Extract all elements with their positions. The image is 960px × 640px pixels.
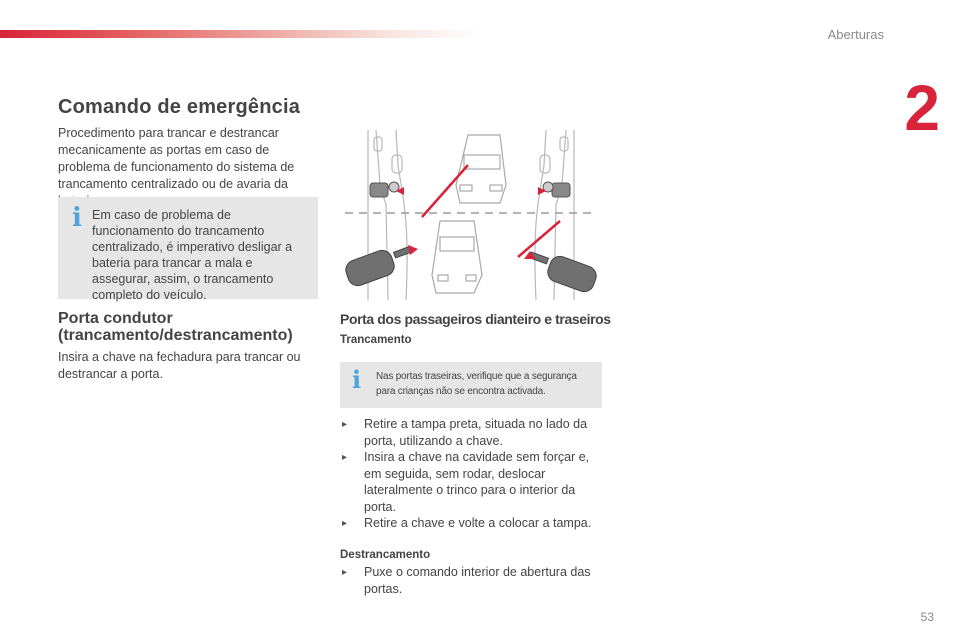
lock-cylinder-left [370, 182, 399, 197]
locking-steps [340, 416, 602, 532]
emergency-lock-illustration [340, 125, 602, 300]
bullet-arrow-icon: ▸ [342, 419, 348, 430]
emergency-title: Comando de emergência [58, 96, 301, 118]
battery-info-box [58, 197, 318, 302]
bullet-arrow-icon: ▸ [342, 518, 348, 529]
info-icon: i [352, 365, 362, 394]
chapter-number: 2 [904, 72, 940, 144]
unlocking-steps [340, 564, 602, 597]
locking-step: ▸ Insira a chave na cavidade sem forçar e, em seguida, sem rodar, deslocar lateralmente o trinco para o interior da porta. [342, 450, 590, 514]
page-number: 53 [920, 610, 934, 624]
passenger-doors-title: Porta dos passageiros dianteiro e traseiros [340, 311, 611, 327]
driver-door-text: Insira a chave na fechadura para trancar ou destrancar a porta. [58, 350, 301, 381]
locking-step: ▸ Retire a tampa preta, situada no lado da porta, utilizando a chave. [342, 417, 588, 448]
section-label: Aberturas [827, 27, 884, 42]
bullet-arrow-icon: ▸ [342, 567, 348, 578]
locking-subtitle: Trancamento [340, 334, 412, 346]
info-icon: i [72, 203, 82, 233]
key-left [343, 246, 412, 288]
pointer-line-2 [518, 221, 560, 257]
motion-arrows [396, 187, 546, 259]
lock-cylinder-right [543, 182, 570, 197]
unlocking-step: ▸ Puxe o comando interior de abertura das portas. [342, 565, 591, 596]
car-rear-outline [432, 221, 482, 293]
driver-door-title: Porta condutor (trancamento/destrancamento) [58, 310, 293, 344]
child-lock-info-text: Nas portas traseiras, verifique que a segurança para crianças não se encontra activada. [376, 371, 577, 397]
unlocking-subtitle: Destrancamento [340, 549, 431, 561]
bullet-arrow-icon: ▸ [342, 452, 348, 463]
header-color-bar [0, 30, 480, 38]
locking-step: ▸ Retire a chave e volte a colocar a tampa. [340, 515, 602, 532]
emergency-intro: Procedimento para trancar e destrancar mecanicamente as portas em caso de problema de funcionamento do sistema de trancamento centralizado ou de avaria da [58, 126, 295, 191]
child-lock-info-box [340, 362, 602, 408]
key-right [530, 252, 599, 294]
battery-info-text: Em caso de problema de funcionamento do trancamento centralizado, é imperativo desligar a bateria para trancar a mala e assegurar, assim, o trancamento completo do veículo. [92, 208, 293, 302]
